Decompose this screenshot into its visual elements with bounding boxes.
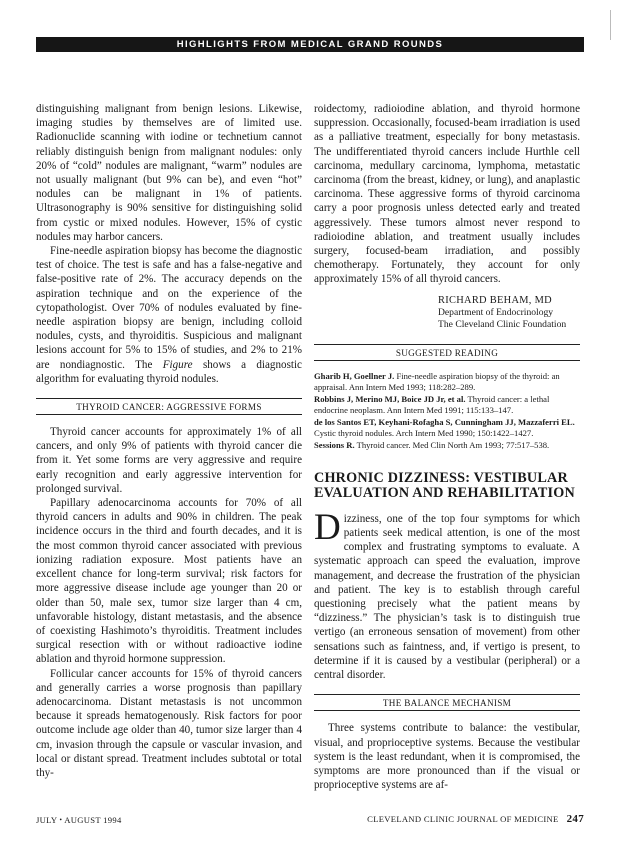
reference-item <box>314 394 580 416</box>
scan-edge-mark <box>610 10 611 40</box>
drop-cap: D <box>314 506 341 548</box>
reference-authors: de los Santos ET, Keyhani-Rofagha S, Cunningham JJ, Mazzaferri EL. <box>314 416 575 427</box>
page-number: 247 <box>566 813 584 825</box>
reference-item <box>314 417 580 439</box>
reference-authors: Robbins J, Merino MJ, Boice JD Jr, et al. <box>314 393 466 404</box>
author-department: Department of Endocrinology <box>438 307 554 319</box>
figure-reference: Figure <box>162 358 193 371</box>
paragraph-follicular: Follicular cancer accounts for 15% of thyroid cancers and generally carries a worse prognosis than papillary adenocarcinoma. Distant metastasis is not uncommon because it spreads hematogenously. Risk factors for poor outcome include age older than 40, tumor size larger than 4 cm, invasion through the capsule or vascular invasion, and local or distant spread. Treatment includes subtotal or total thy- <box>36 667 302 779</box>
paragraph-biopsy <box>36 244 302 386</box>
author-organization: The Cleveland Clinic Foundation <box>438 319 567 331</box>
paragraph-treatment: roidectomy, radioiodine ablation, and thyroid hormone suppression. Occasionally, focused-beam irradiation is used as a palliative treatment, especially for bony metastasis. The undifferentiated thyroid cancers include Hurthle cell carcinoma, medullary carcinoma, lymphoma, metastatic carcinoma (from the breast, kidney, or lung), and anaplastic carcinoma. These aggressive forms of thyroid carcinoma carry a poor prognosis unless detected early and treated aggressively. These tumors almost never respond to radioiodine ablation, and treatment usually includes surgery, focused-beam irradiation, and possibly chemotherapy. Fortunately, they account for only approximately 15% of all thyroid cancers. <box>314 103 580 286</box>
reference-authors: Gharib H, Goellner J. <box>314 370 395 381</box>
reference-list <box>314 371 580 451</box>
journal-name: CLEVELAND CLINIC JOURNAL OF MEDICINE <box>367 814 559 824</box>
section-heading-suggested-reading: SUGGESTED READING <box>314 344 580 361</box>
reference-citation: Cystic thyroid nodules. Arch Intern Med 1990; 150:1422–1427. <box>314 427 534 438</box>
footer-month-b: AUGUST 1994 <box>64 815 122 825</box>
reference-citation: Thyroid cancer: a lethal endocrine neoplasm. Ann Intern Med 1991; 115:133–147. <box>314 393 550 415</box>
paragraph-imaging: distinguishing malignant from benign lesions. Likewise, imaging studies by themselves are of limited use. Radionuclide scanning with iodine or technetium cannot reliably distinguish benign from malignant nodules: only 20% of “cold” nodules are malignant, “warm” nodules are not usually malignant (but 9% can be), and even “hot” nodules can be malignant in 1% of patients. Ultrasonography is 90% sensitive for distinguishing solid from cystic or mixed nodules. However, 15% of cystic nodules may harbor cancers. <box>36 103 302 243</box>
left-column <box>36 102 302 780</box>
reference-item <box>314 371 580 393</box>
reference-authors: Sessions R. <box>314 439 355 450</box>
footer-month-a: JULY <box>36 815 58 825</box>
reference-citation: Fine-needle aspiration biopsy of the thyroid: an appraisal. Ann Intern Med 1993; 118:282–289. <box>314 370 560 392</box>
right-column <box>314 102 580 792</box>
paragraph-thyroid-cancer: Thyroid cancer accounts for approximately 1% of all cancers, and only 9% of patients with thyroid cancer die from it. Yet some forms are very aggressive and require early recognition and early aggressive intervention for prolonged survival. <box>36 426 302 495</box>
footer-date <box>36 815 122 825</box>
footer-journal <box>367 813 584 825</box>
intro-text: izziness, one of the top four symptoms for which patients seek medical attention, is one of the most complex and frustrating symptoms to evaluate. A systematic approach can speed the evaluation, improve management, and decrease the frustration of the physician and patient. The key is to establish through careful questioning precisely what the patient means by “dizziness.” The physician’s task is to distinguish true vertigo (an erroneous sensation of movement) from other sensations such as faintness, and, if vertigo is present, to determine if it is caused by a vestibular (peripheral) or a central disorder. <box>314 512 580 682</box>
paragraph-dizziness-intro <box>314 506 580 682</box>
paragraph-papillary: Papillary adenocarcinoma accounts for 70% of all thyroid cancers in adults and 90% in children. The peak incidence occurs in the third and fourth decades, and it is the most common thyroid cancer associated with previous ionizing radiation exposure. Most patients have an excellent chance for long-term survival; risk factors for more aggressive disease include age younger than 20 or older than 50, male sex, tumor size larger than 4 cm, unfavorable histology, distant metastasis, and the absence of coexisting Hashimoto’s thyroiditis. Treatment includes surgical resection with or without radioactive iodine ablation and thyroid hormone suppression. <box>36 497 302 666</box>
reference-citation: Thyroid cancer. Med Clin North Am 1993; 77:517–538. <box>354 439 550 450</box>
section-heading-aggressive-forms: THYROID CANCER: AGGRESSIVE FORMS <box>36 398 302 415</box>
author-signature <box>438 295 580 332</box>
biopsy-text-b: shows a diagnostic algorithm for evaluating thyroid nodules. <box>36 358 302 385</box>
section-heading-balance-mechanism: THE BALANCE MECHANISM <box>314 694 580 711</box>
biopsy-text-a: Fine-needle aspiration biopsy has become the diagnostic test of choice. The test is safe and has a false-negative and false-positive rate of 2%. The accuracy depends on the aspiration technique and on the experience of the cytopathologist. Over 70% of nodules evaluated by fine-needle aspiration biopsy are benign, including colloid nodules, cysts, and thyroiditis. Suspicious and malignant lesions account for 5% to 15% of studies, and 2% to 21% are nondiagnostic. The <box>36 245 302 371</box>
section-banner: HIGHLIGHTS FROM MEDICAL GRAND ROUNDS <box>36 37 584 52</box>
paragraph-balance: Three systems contribute to balance: the vestibular, visual, and proprioceptive systems. Because the vestibular system is the least redundant, when it is compromised, the symptoms are more pronounced than if the visual or proprioceptive systems are af- <box>314 722 580 792</box>
reference-item <box>314 440 580 451</box>
article-title: CHRONIC DIZZINESS: VESTIBULAR EVALUATION AND REHABILITATION <box>314 469 575 502</box>
footer-bullet: • <box>59 816 63 824</box>
author-name: RICHARD BEHAM, MD <box>438 294 552 306</box>
